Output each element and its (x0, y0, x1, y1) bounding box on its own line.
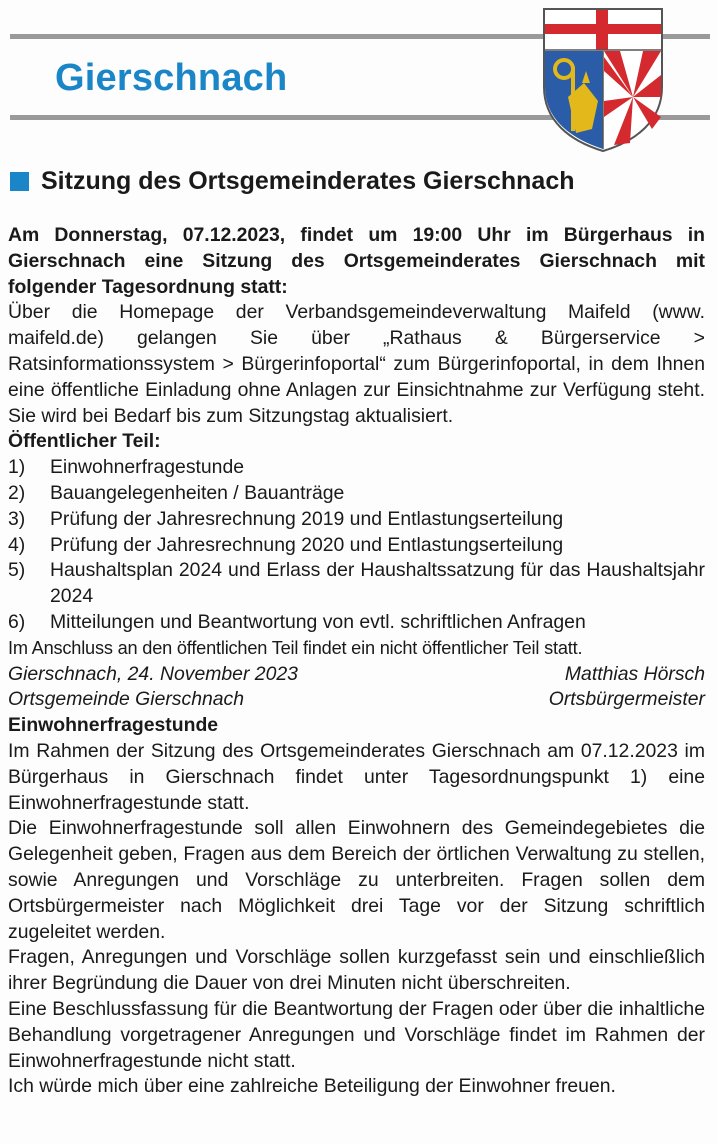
qa-paragraph: Ich würde mich über eine zahlreiche Beteiligung der Einwohner freuen. (8, 1075, 616, 1098)
agenda-item (8, 481, 705, 507)
article-body (8, 223, 705, 1100)
qa-heading: Einwohnerfragestunde (8, 714, 219, 737)
section-title: Sitzung des Ortsgemeinderates Gierschnach (41, 167, 575, 195)
signature-name: Matthias Hörsch (564, 662, 705, 685)
agenda-number: 2) (8, 481, 26, 504)
agenda-number: 6) (8, 610, 26, 633)
qa-paragraph: Im Rahmen der Sitzung des Ortsgemeinderates Gierschnach am 07.12.2023 im Bürgerhaus in Gierschnach findet unter Tagesordnungspunkt 1) eine Einwohnerfragestunde statt. (8, 739, 705, 814)
agenda-item (8, 610, 705, 636)
agenda-text: Haushaltsplan 2024 und Erlass der Haushaltssatzung für das Haushaltsjahr 2024 (50, 559, 705, 608)
signature-row-2 (8, 687, 705, 713)
section-marker-icon (10, 172, 29, 191)
agenda-number: 5) (8, 559, 26, 582)
qa-paragraph: Die Einwohnerfragestunde soll allen Einwohnern des Gemeindegebietes die Gelegenheit geben, Fragen aus dem Bereich der örtlichen Verwaltung zu stellen, sowie Anregungen und Vorschläge zu unterbreiten. Fragen sollen dem Ortsbürgermeister nach Möglichkeit drei Tage vor der Sitzung schriftlich zugeleitet werden. (8, 817, 705, 943)
agenda-text: Einwohnerfragestunde (50, 456, 245, 479)
agenda-number: 1) (8, 456, 26, 479)
signature-role: Ortsbürgermeister (548, 688, 705, 711)
closing-note: Im Anschluss an den öffentlichen Teil findet ein nicht öffentlicher Teil statt. (8, 637, 583, 658)
agenda-number: 3) (8, 507, 26, 530)
agenda-text: Prüfung der Jahresrechnung 2019 und Entlastungserteilung (50, 507, 564, 530)
town-title: Gierschnach (55, 57, 288, 99)
agenda-item (8, 558, 705, 610)
section-heading (10, 163, 710, 199)
lead-paragraph: Am Donnerstag, 07.12.2023, findet um 19:00 Uhr im Bürgerhaus in Gierschnach eine Sitzung des Ortsgemeinderates Gierschnach mit folgender Tagesordnung statt: (8, 224, 705, 298)
coat-of-arms-icon (538, 5, 668, 155)
agenda-text: Bauangelegenheiten / Bauanträge (50, 481, 345, 504)
agenda-number: 4) (8, 533, 26, 556)
signature-row-1 (8, 662, 705, 688)
signature-place-date: Gierschnach, 24. November 2023 (8, 662, 298, 685)
agenda-text: Mitteilungen und Beantwortung von evtl. schriftlichen Anfragen (50, 610, 586, 633)
qa-paragraph: Eine Beschlussfassung für die Beantwortung der Fragen oder über die inhaltliche Behandlung vorgetragener Anregungen und Vorschläge findet im Rahmen der Einwohnerfragestunde nicht statt. (8, 997, 705, 1072)
agenda-item (8, 533, 705, 559)
public-part-heading: Öffentlicher Teil: (8, 430, 161, 453)
signature-org: Ortsgemeinde Gierschnach (8, 688, 245, 711)
agenda-item (8, 455, 705, 481)
intro-paragraph: Über die Homepage der Verbandsgemeindeverwaltung Maifeld (www. maifeld.de) gelangen Sie über „Rathaus & Bürgerservice > Ratsinformationssystem > Bürgerinfoportal“ zum Bürgerinfoportal, in dem Ihnen eine öffentliche Einladung ohne Anlagen zur Einsichtnahme zur Verfügung steht. Sie wird bei Bedarf bis zum Sitzungstag aktualisiert. (8, 301, 705, 427)
agenda-list (8, 455, 705, 636)
qa-paragraph: Fragen, Anregungen und Vorschläge sollen kurzgefasst sein und einschließlich ihrer Begründung die Dauer von drei Minuten nicht überschreiten. (8, 946, 705, 995)
agenda-item (8, 507, 705, 533)
agenda-text: Prüfung der Jahresrechnung 2020 und Entlastungserteilung (50, 533, 564, 556)
